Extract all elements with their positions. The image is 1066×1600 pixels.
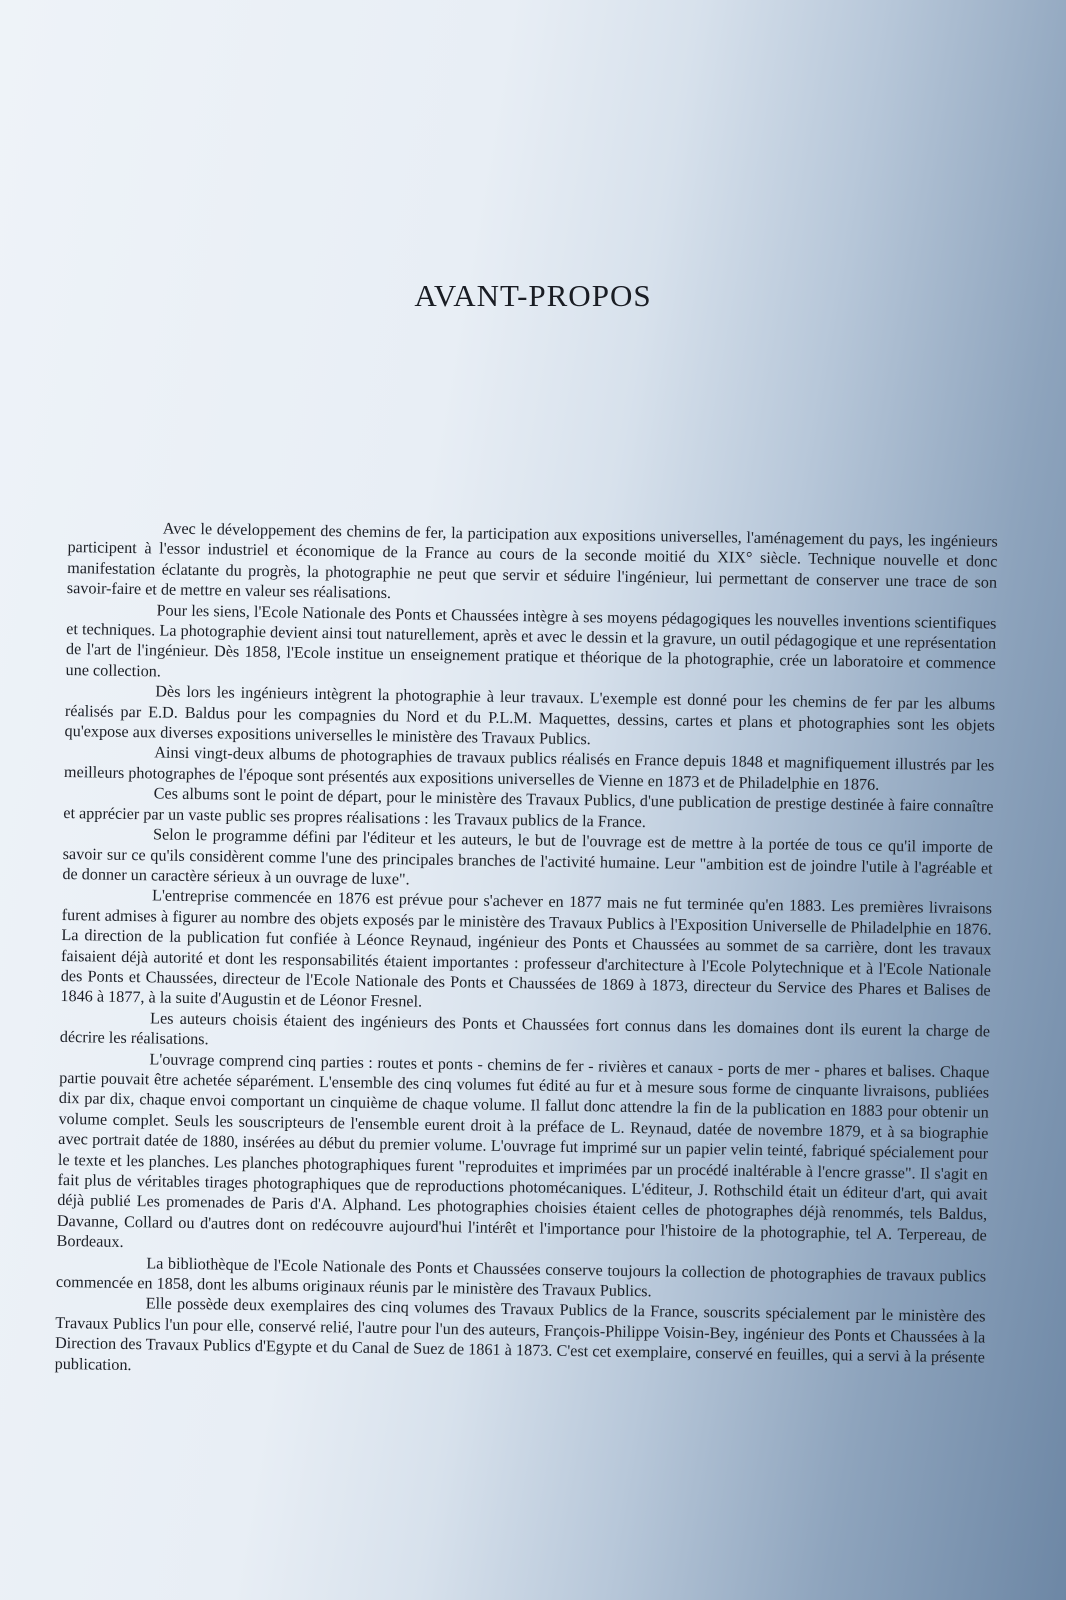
page-title: AVANT-PROPOS [414, 278, 652, 313]
paragraph: L'ouvrage comprend cinq parties : routes et ponts - chemins de fer - rivières et canaux - ports de mer - phares et balises. Chaque partie pouvait être achetée séparément. L'ensemble des cinq volumes fut édité au fur et à mesure sous forme de cinquante livraisons, publiées dix par dix, chaque envoi comportant un cinquième de chaque volume. Il fallut donc attendre la fin de la publication en 1883 pour obtenir un volume complet. Seuls les souscripteurs de l'ensemble eurent droit à la préface de L. Reynaud, datée de novembre 1879, et à sa biographie avec portrait datée de 1880, insérées au début du premier volume. L'ouvrage fut imprimé sur un papier velin teinté, fabriqué spécialement pour le texte et les planches. Les planches photographiques furent "reproduites et imprimées par un procédé inaltérable à l'encre grasse". Il s'agit en fait plus de véritables tirages photographiques que de reproductions photomécaniques. L'éditeur, J. Rothschild était un éditeur d'art, qui avait déjà publié Les promenades de Paris d'A. Alphand. Les photographies choisies étaient celles de photographes déjà renommés, tels Baldus, Davanne, Collard ou d'autres dont on redécouvre aujourd'hui l'intérêt et l'importance pour l'histoire de la photographie, tel A. Terpereau, de Bordeaux. [56, 1049, 990, 1252]
paragraph: La bibliothèque de l'Ecole Nationale des Ponts et Chaussées conserve toujours la collection de photographies de travaux publics commencée en 1858, dont les albums originaux réunis par le ministère des Travaux Publics. [55, 1253, 987, 1301]
paragraph: Ainsi vingt-deux albums de photographies de travaux publics réalisés en France depuis 1848 et magnifiquement illustrés par les meilleurs photographes de l'époque sont présentés aux expositions universelles de Vienne en 1873 et de Philadelphie en 1876. [63, 743, 995, 794]
paragraph: Selon le programme défini par l'éditeur et les auteurs, le but de l'ouvrage est de mettre à la portée de tous ce qu'il importe de savoir sur ce qu'ils considèrent comme l'une des principales branches de l'activité humaine. Leur "ambition est de joindre l'utile à l'agréable et de donner un caractère sérieux à un ouvrage de luxe". [62, 825, 994, 889]
paragraph: Les auteurs choisis étaient des ingénieurs des Ponts et Chaussées fort connus dans les domaines dont ils eurent la charge de décrire les réalisations. [59, 1009, 991, 1049]
paragraph: L'entreprise commencée en 1876 est prévue pour s'achever en 1877 mais ne fut terminée qu'en 1883. Les premières livraisons furent admises à figurer au nombre des objets exposés par le ministère des Travaux Publics à l'Exposition Universelle de Philadelphie en 1876. La direction de la publication fut confiée à Léonce Reynaud, ingénieur des Ponts et Chaussées au sommet de sa carrière, dont les travaux faisaient déjà autorité et dont les responsabilités étaient importantes : professeur d'architecture à l'Ecole Polytechnique et à l'Ecole Nationale des Ponts et Chaussées, directeur de l'Ecole Nationale des Ponts et Chaussées de 1869 à 1873, directeur du Service des Phares et Balises de 1846 à 1877, à la suite d'Augustin et de Léonor Fresnel. [60, 886, 993, 1011]
paragraph: Elle possède deux exemplaires des cinq volumes des Travaux Publics de la France, souscrits spécialement par le ministère des Travaux Publics l'un pour elle, conservé relié, l'autre pour l'un des auteurs, François-Philippe Voisin-Bey, ingénieur des Ponts et Chaussées à la Direction des Travaux Publics d'Egypte et du Canal de Suez de 1861 à 1873. C'est cet exemplaire, conservé en feuilles, qui a servi à la présente publication. [54, 1294, 986, 1374]
body-text [55, 517, 998, 1389]
paragraph: Avec le développement des chemins de fer, la participation aux expositions universelles, l'aménagement du pays, les ingénieurs participent à l'essor industriel et économique de la France au cours de la seconde moitié du XIX° siècle. Technique nouvelle et donc manifestation éclatante du progrès, la photographie ne peut que servir et séduire l'ingénieur, lui permettant de conserver une trace de son savoir-faire et de mettre en valeur ses réalisations. [66, 519, 998, 603]
paragraph: Dès lors les ingénieurs intègrent la photographie à leur travaux. L'exemple est donné pour les chemins de fer par les albums réalisés par E.D. Baldus pour les compagnies du Nord et du P.L.M. Maquettes, dessins, cartes et plans et photographies sont les objets qu'expose aux diverses expositions universelles le ministère des Travaux Publics. [64, 682, 996, 749]
paragraph: Ces albums sont le point de départ, pour le ministère des Travaux Publics, d'une publication de prestige destinée à faire connaître et apprécier par un vaste public ses propres réalisations : les Travaux publics de la France. [63, 784, 994, 831]
paragraph: Pour les siens, l'Ecole Nationale des Ponts et Chaussées intègre à ses moyens pédagogiques les nouvelles inventions scientifiques et techniques. La photographie devient ainsi tout naturellement, après et avec le dessin et la gravure, un outil pédagogique et une représentation de l'art de l'ingénieur. Dès 1858, l'Ecole institue un enseignement pratique et théorique de la photographie, crée un laboratoire et commence une collection. [65, 601, 997, 681]
